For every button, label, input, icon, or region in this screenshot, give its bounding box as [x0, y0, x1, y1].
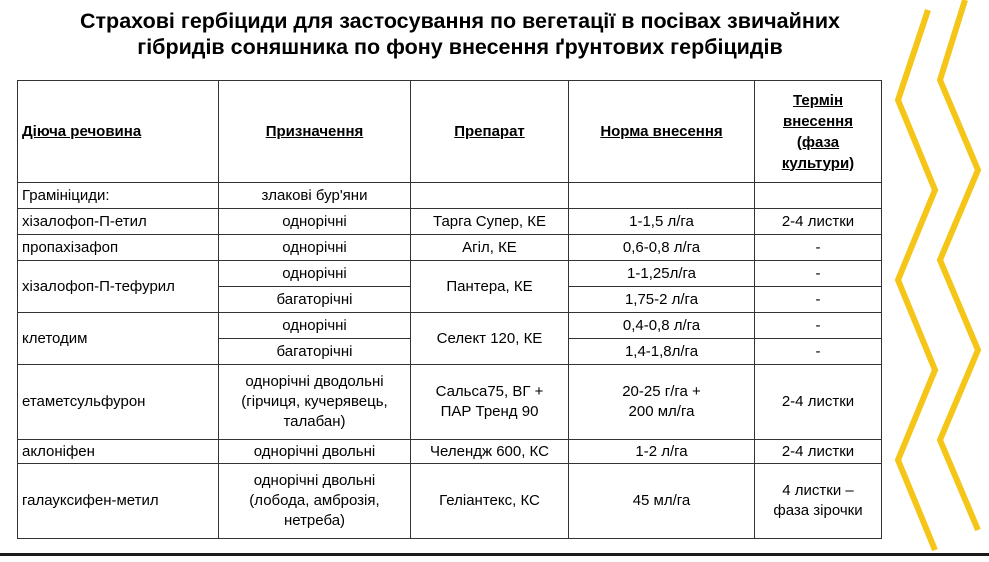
cell-substance: клетодим [18, 313, 219, 365]
cell-substance: Грамініциди: [18, 183, 219, 209]
title-line-2: гібридів соняшника по фону внесення ґрунтових гербіцидів [137, 35, 783, 59]
chevron-stripe-right [940, 0, 978, 530]
cell-timing: 2-4 листки [755, 209, 882, 235]
cell-purpose: однорічні дводольні (гірчиця, кучерявець, талабан) [219, 365, 411, 440]
cell-purpose: багаторічні [219, 339, 411, 365]
cell-product: Селект 120, КЕ [411, 313, 569, 365]
cell-purpose: однорічні [219, 261, 411, 287]
cell-product: Тарга Супер, КЕ [411, 209, 569, 235]
table-row [18, 261, 882, 287]
bottom-divider [0, 553, 989, 556]
table-row [18, 464, 882, 539]
cell-rate: 0,4-0,8 л/га [569, 313, 755, 339]
cell-product: Геліантекс, КС [411, 464, 569, 539]
cell-substance: пропахізафоп [18, 235, 219, 261]
cell-purpose: однорічні двольні (лобода, амброзія, нетреба) [219, 464, 411, 539]
table-header-row [18, 81, 882, 183]
cell-rate [569, 183, 755, 209]
cell-rate: 1,4-1,8л/га [569, 339, 755, 365]
cell-product: Агіл, КЕ [411, 235, 569, 261]
cell-purpose: багаторічні [219, 287, 411, 313]
cell-timing: - [755, 261, 882, 287]
herbicide-table [17, 80, 882, 539]
cell-product: Сальса75, ВГ + ПАР Тренд 90 [411, 365, 569, 440]
cell-timing: - [755, 235, 882, 261]
cell-rate: 0,6-0,8 л/га [569, 235, 755, 261]
cell-rate: 1-1,25л/га [569, 261, 755, 287]
table-row [18, 313, 882, 339]
table-row [18, 209, 882, 235]
cell-purpose: однорічні [219, 209, 411, 235]
cell-timing: - [755, 313, 882, 339]
cell-rate: 45 мл/га [569, 464, 755, 539]
chevron-stripe-left [898, 10, 935, 550]
cell-purpose: однорічні двольні [219, 440, 411, 464]
title-line-1: Страхові гербіциди для застосування по вегетації в посівах звичайних [80, 9, 840, 33]
cell-purpose: однорічні [219, 313, 411, 339]
cell-rate: 1-2 л/га [569, 440, 755, 464]
cell-timing: - [755, 339, 882, 365]
cell-timing [755, 183, 882, 209]
cell-product: Челендж 600, КС [411, 440, 569, 464]
table-row [18, 440, 882, 464]
cell-timing: 4 листки – фаза зірочки [755, 464, 882, 539]
header-timing: Термін внесення (фаза культури) [755, 81, 882, 183]
table-row [18, 365, 882, 440]
header-purpose: Призначення [219, 81, 411, 183]
cell-substance: аклоніфен [18, 440, 219, 464]
cell-rate: 1-1,5 л/га [569, 209, 755, 235]
table-row [18, 235, 882, 261]
cell-product [411, 183, 569, 209]
cell-substance: галауксифен-метил [18, 464, 219, 539]
header-substance: Діюча речовина [18, 81, 219, 183]
cell-substance: хізалофоп-П-тефурил [18, 261, 219, 313]
cell-rate: 1,75-2 л/га [569, 287, 755, 313]
cell-timing: - [755, 287, 882, 313]
cell-purpose: однорічні [219, 235, 411, 261]
header-rate: Норма внесення [569, 81, 755, 183]
cell-substance: етаметсульфурон [18, 365, 219, 440]
cell-substance: хізалофоп-П-етил [18, 209, 219, 235]
cell-purpose: злакові бур'яни [219, 183, 411, 209]
cell-rate: 20-25 г/га + 200 мл/га [569, 365, 755, 440]
header-product: Препарат [411, 81, 569, 183]
cell-timing: 2-4 листки [755, 365, 882, 440]
table-row [18, 183, 882, 209]
cell-product: Пантера, КЕ [411, 261, 569, 313]
cell-timing: 2-4 листки [755, 440, 882, 464]
